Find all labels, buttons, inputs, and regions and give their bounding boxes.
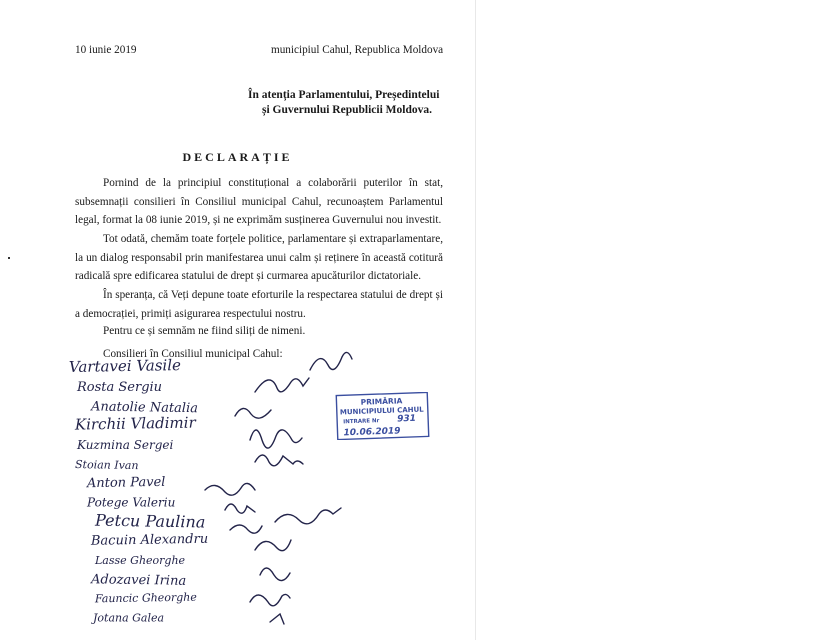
body-paragraph-2: Tot odată, chemăm toate forțele politice, parlamentare și extraparlamentare, la un dialog responsabil prin manifestarea unui calm și reținere în această cotitură radicală spre edificarea statului de drept și curmarea apucăturilor dictatoriale. xyxy=(75,233,443,283)
addressee-line-2: și Guvernului Republicii Moldova. xyxy=(262,104,432,116)
signature-name: Rosta Sergiu xyxy=(77,380,163,396)
handwritten-signatures xyxy=(55,340,435,640)
signature-name: Fauncic Gheorghe xyxy=(94,590,197,606)
signature-name: Adozavei Irina xyxy=(90,572,187,589)
svg-text:MUNICIPIULUI CAHUL: MUNICIPIULUI CAHUL xyxy=(339,405,424,417)
body-paragraph-4: Pentru ce și semnăm ne fiind siliți de nimeni. xyxy=(103,325,306,337)
addressee-line-1: În atenția Parlamentului, Președintelui xyxy=(248,89,440,101)
signature-name: Jotana Galea xyxy=(93,611,165,625)
signature-name: Petcu Paulina xyxy=(94,510,206,532)
signature-name: Anatolie Natalia xyxy=(90,399,199,417)
signature-name: Kirchii Vladimir xyxy=(74,413,196,434)
svg-text:931: 931 xyxy=(396,413,417,425)
svg-text:PRIMĂRIA: PRIMĂRIA xyxy=(360,396,403,407)
document-date: 10 iunie 2019 xyxy=(75,44,137,56)
body-paragraph-3: În speranța, că Veți depune toate eforturile la respectarea statului de drept și a democrației, primiți asigurarea respectului nostru. xyxy=(75,289,443,320)
signature-name: Stoian Ivan xyxy=(74,458,139,473)
svg-text:10.06.2019: 10.06.2019 xyxy=(343,426,401,439)
page-edge xyxy=(475,0,476,640)
signature-name: Lasse Gheorghe xyxy=(95,554,186,567)
scan-speck xyxy=(8,257,10,259)
registration-stamp xyxy=(335,392,430,440)
councillors-label: Consilieri în Consiliul municipal Cahul: xyxy=(103,348,283,360)
document-title: DECLARAȚIE xyxy=(182,150,293,164)
svg-text:INTRARE Nr: INTRARE Nr xyxy=(343,418,380,426)
signature-name: Anton Pavel xyxy=(86,474,166,492)
signature-name: Vartavei Vasile xyxy=(68,356,182,376)
signature-name: Potege Valeriu xyxy=(87,495,176,510)
document-place: municipiul Cahul, Republica Moldova xyxy=(271,44,444,56)
body-paragraph-1: Pornind de la principiul constituțional a colaborării puterilor în stat, subsemnații consilieri în Consiliul municipal Cahul, recunoaștem Parlamentul legal, format la 08 iunie 2019, și ne exprimăm susținerea Guvernului nou investit. xyxy=(75,177,443,227)
signature-name: Bacuin Alexandru xyxy=(90,531,209,549)
signature-name: Kuzmina Sergei xyxy=(77,437,174,452)
